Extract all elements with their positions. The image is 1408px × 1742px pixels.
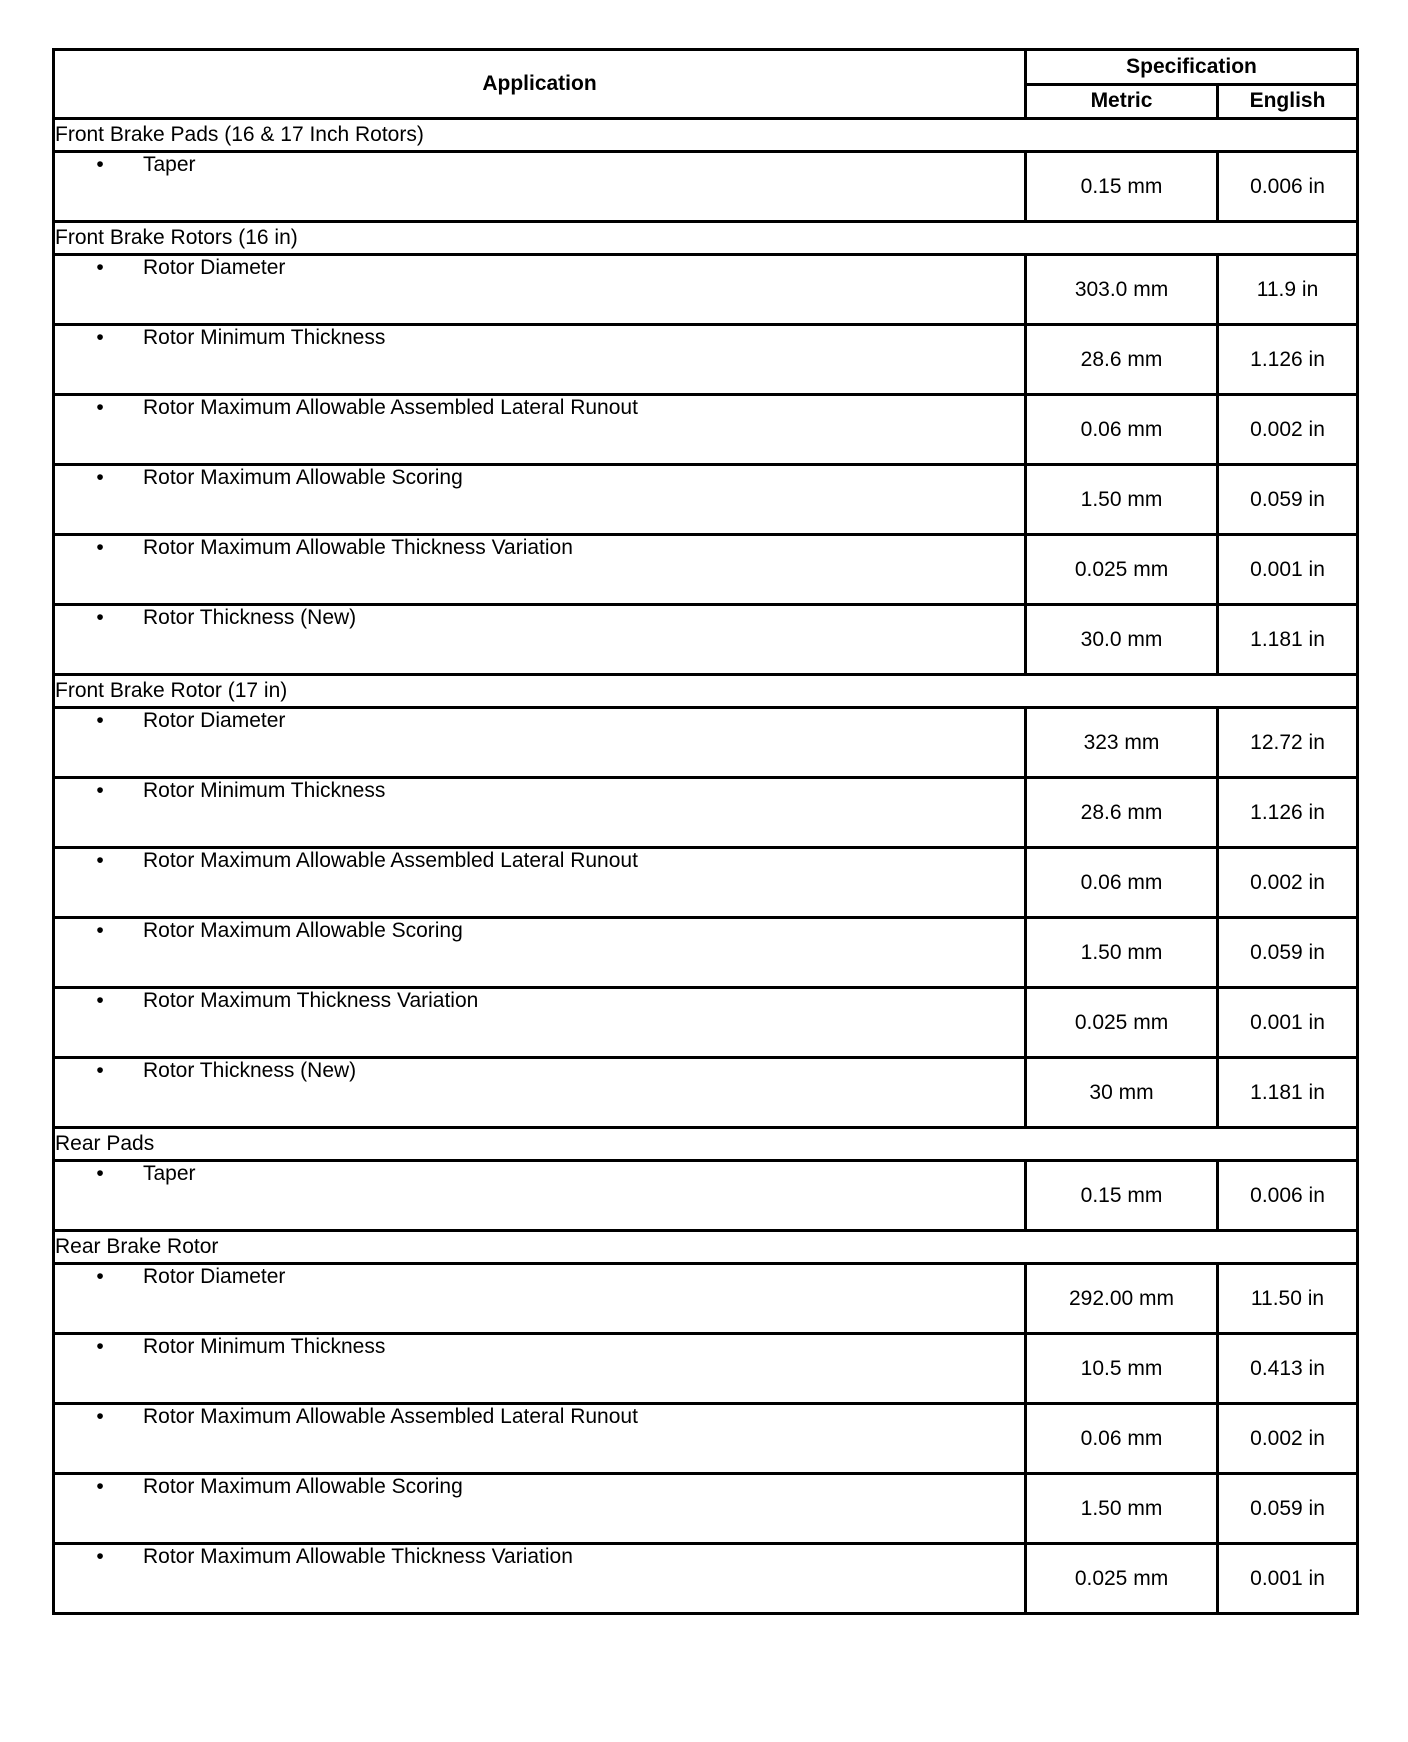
table-row [54,325,1358,395]
table-row [54,605,1358,675]
bullet-icon: • [96,1265,104,1288]
application-cell [54,708,1026,778]
english-value: 0.059 in [1218,465,1358,535]
bullet-icon: • [96,709,104,732]
bullet-icon: • [96,606,104,629]
application-cell [54,395,1026,465]
metric-value: 28.6 mm [1026,778,1218,848]
english-value: 0.006 in [1218,1161,1358,1231]
application-cell [54,1161,1026,1231]
section-row [54,675,1358,708]
table-row [54,988,1358,1058]
table-row [54,918,1358,988]
table-row [54,1161,1358,1231]
english-value: 1.181 in [1218,1058,1358,1128]
english-value: 0.001 in [1218,535,1358,605]
table-row [54,1404,1358,1474]
section-title: Rear Pads [54,1128,1358,1161]
specification-header: Specification [1026,50,1358,85]
bullet-icon: • [96,396,104,419]
item-label: Rotor Minimum Thickness [143,326,386,349]
bullet-icon: • [96,779,104,802]
application-cell [54,988,1026,1058]
application-cell [54,325,1026,395]
english-value: 0.001 in [1218,988,1358,1058]
application-cell [54,918,1026,988]
metric-value: 292.00 mm [1026,1264,1218,1334]
item-label: Rotor Maximum Allowable Thickness Variation [143,1545,573,1568]
english-value: 0.001 in [1218,1544,1358,1614]
item-label: Rotor Maximum Allowable Assembled Lateral Runout [143,1405,638,1428]
metric-value: 0.025 mm [1026,988,1218,1058]
item-label: Rotor Maximum Allowable Thickness Variation [143,536,573,559]
metric-value: 30.0 mm [1026,605,1218,675]
item-label: Taper [143,1162,196,1185]
table-row [54,1058,1358,1128]
table-row [54,465,1358,535]
application-cell [54,1404,1026,1474]
item-label: Rotor Maximum Allowable Assembled Lateral Runout [143,849,638,872]
section-title: Rear Brake Rotor [54,1231,1358,1264]
table-row [54,778,1358,848]
bullet-icon: • [96,1059,104,1082]
item-label: Rotor Maximum Allowable Scoring [143,1475,463,1498]
english-value: 0.059 in [1218,1474,1358,1544]
bullet-icon: • [96,326,104,349]
section-title: Front Brake Rotors (16 in) [54,222,1358,255]
bullet-icon: • [96,849,104,872]
metric-value: 0.06 mm [1026,395,1218,465]
metric-header: Metric [1026,84,1218,119]
table-row [54,395,1358,465]
application-cell [54,1058,1026,1128]
item-label: Rotor Maximum Allowable Scoring [143,466,463,489]
english-value: 0.002 in [1218,1404,1358,1474]
section-row [54,119,1358,152]
item-label: Rotor Diameter [143,709,286,732]
english-value: 0.059 in [1218,918,1358,988]
metric-value: 1.50 mm [1026,465,1218,535]
item-label: Taper [143,153,196,176]
english-header: English [1218,84,1358,119]
table-row [54,1334,1358,1404]
bullet-icon: • [96,1475,104,1498]
application-cell [54,1264,1026,1334]
metric-value: 303.0 mm [1026,255,1218,325]
metric-value: 0.025 mm [1026,535,1218,605]
metric-value: 0.025 mm [1026,1544,1218,1614]
section-row [54,1231,1358,1264]
application-cell [54,605,1026,675]
table-row [54,535,1358,605]
item-label: Rotor Thickness (New) [143,1059,357,1082]
specification-table [52,48,1359,1615]
application-cell [54,1334,1026,1404]
bullet-icon: • [96,919,104,942]
table-header [54,50,1358,119]
bullet-icon: • [96,1405,104,1428]
english-value: 0.413 in [1218,1334,1358,1404]
item-label: Rotor Diameter [143,256,286,279]
application-cell [54,255,1026,325]
item-label: Rotor Maximum Thickness Variation [143,989,479,1012]
metric-value: 0.06 mm [1026,1404,1218,1474]
table-row [54,1474,1358,1544]
metric-value: 10.5 mm [1026,1334,1218,1404]
english-value: 11.50 in [1218,1264,1358,1334]
bullet-icon: • [96,256,104,279]
english-value: 0.002 in [1218,848,1358,918]
bullet-icon: • [96,536,104,559]
english-value: 1.181 in [1218,605,1358,675]
table-row [54,708,1358,778]
table-row [54,1264,1358,1334]
bullet-icon: • [96,989,104,1012]
bullet-icon: • [96,1545,104,1568]
table-row [54,255,1358,325]
application-cell [54,535,1026,605]
section-title: Front Brake Rotor (17 in) [54,675,1358,708]
section-row [54,222,1358,255]
bullet-icon: • [96,153,104,176]
metric-value: 0.15 mm [1026,152,1218,222]
metric-value: 0.15 mm [1026,1161,1218,1231]
english-value: 0.002 in [1218,395,1358,465]
table-row [54,848,1358,918]
item-label: Rotor Maximum Allowable Scoring [143,919,463,942]
metric-value: 323 mm [1026,708,1218,778]
application-cell [54,152,1026,222]
table-row [54,1544,1358,1614]
bullet-icon: • [96,1335,104,1358]
application-header: Application [54,50,1026,119]
metric-value: 1.50 mm [1026,1474,1218,1544]
application-cell [54,848,1026,918]
application-cell [54,1544,1026,1614]
bullet-icon: • [96,1162,104,1185]
english-value: 0.006 in [1218,152,1358,222]
section-title: Front Brake Pads (16 & 17 Inch Rotors) [54,119,1358,152]
english-value: 1.126 in [1218,778,1358,848]
english-value: 11.9 in [1218,255,1358,325]
application-cell [54,465,1026,535]
table-row [54,152,1358,222]
metric-value: 0.06 mm [1026,848,1218,918]
metric-value: 28.6 mm [1026,325,1218,395]
metric-value: 30 mm [1026,1058,1218,1128]
item-label: Rotor Minimum Thickness [143,1335,386,1358]
table-body [54,119,1358,1614]
section-row [54,1128,1358,1161]
item-label: Rotor Maximum Allowable Assembled Lateral Runout [143,396,638,419]
item-label: Rotor Diameter [143,1265,286,1288]
application-cell [54,778,1026,848]
english-value: 12.72 in [1218,708,1358,778]
item-label: Rotor Thickness (New) [143,606,357,629]
item-label: Rotor Minimum Thickness [143,779,386,802]
application-cell [54,1474,1026,1544]
english-value: 1.126 in [1218,325,1358,395]
bullet-icon: • [96,466,104,489]
metric-value: 1.50 mm [1026,918,1218,988]
